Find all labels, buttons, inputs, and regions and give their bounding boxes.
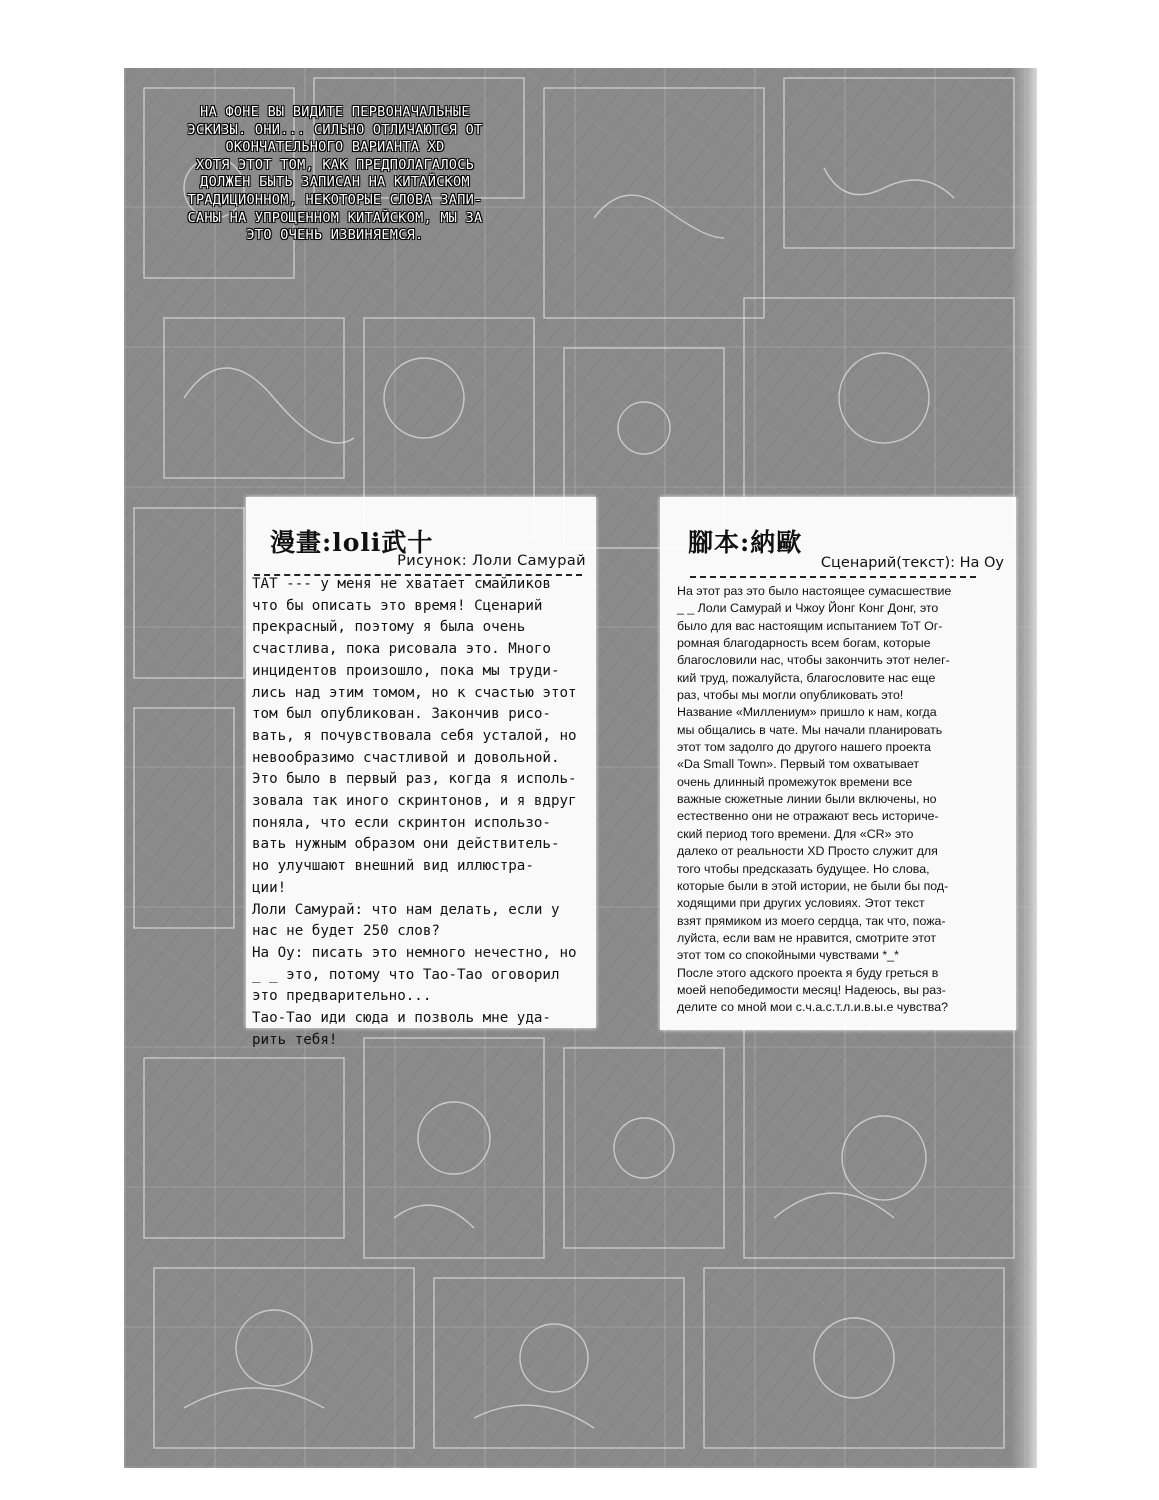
art-credit-label: Рисунок: Лоли Самурай (397, 553, 586, 569)
text-line: рить тебя! (252, 1031, 338, 1048)
text-line: Лоли Самурай: что нам делать, если у (252, 901, 560, 918)
intro-line: ОКОНЧАТЕЛЬНОГО ВАРИАНТА XD (225, 139, 445, 156)
text-line: делите со мной мои с.ч.а.с.т.л.и.в.ы.е чувства? (677, 1000, 948, 1015)
text-line: это предварительно... (252, 988, 432, 1005)
text-line: После этого адского проекта я буду греться в (677, 965, 939, 980)
text-line: TAT --- у меня не хватает смайликов (252, 576, 551, 592)
text-line: На Оу: писать это немного нечестно, но (252, 944, 577, 961)
text-line: поняла, что если скринтон использо- (252, 814, 551, 831)
text-line: Название «Миллениум» пришло к нам, когда (677, 705, 937, 720)
intro-line: ЭТО ОЧЕНЬ ИЗВИНЯЕМСЯ. (246, 227, 424, 244)
intro-line: ТРАДИЦИОННОМ, НЕКОТОРЫЕ СЛОВА ЗАПИ- (187, 191, 483, 208)
text-line: раз, чтобы мы могли опубликовать это! (677, 688, 904, 703)
intro-note (140, 104, 530, 245)
text-line: взят прямиком из моего сердца, так что, пожа- (677, 913, 946, 928)
text-line: этот том задолго до другого нашего проекта (677, 740, 931, 755)
text-line: далеко от реальности XD Просто служит для (677, 844, 938, 859)
text-line: ции! (252, 879, 287, 896)
script-credit-label: Сценарий(текст): На Оу (820, 555, 1004, 571)
text-line: луйста, если вам не нравится, смотрите этот (677, 930, 937, 945)
text-line: благословили нас, чтобы закончить этот нелег- (677, 653, 950, 668)
text-line: том был опубликован. Закончив рисо- (252, 706, 551, 723)
intro-line: ХОТЯ ЭТОТ ТОМ, КАК ПРЕДПОЛАГАЛОСЬ (195, 156, 475, 173)
text-line: ский период того времени. Для «CR» это (677, 826, 914, 841)
art-box-title: 漫畫:loli武十 (270, 528, 434, 557)
text-line: важные сюжетные линии были включены, но (677, 792, 937, 807)
text-line: было для вас настоящим испытанием ToT Ог- (677, 618, 943, 633)
script-box-title: 腳本:納歐 (688, 528, 803, 557)
text-line: прекрасный, поэтому я была очень (252, 619, 526, 636)
text-line: Тао-Тао иди сюда и позволь мне уда- (252, 1010, 551, 1027)
text-line: мы общались в чате. Мы начали планировать (677, 722, 943, 737)
script-credit-box (660, 497, 1016, 1030)
text-line: «Da Small Town». Первый том охватывает (677, 757, 920, 772)
text-line: зовала так иного скринтонов, и я вдруг (252, 793, 577, 810)
intro-line: САНЫ НА УПРОЩЕННОМ КИТАЙСКОМ, МЫ ЗА (187, 209, 483, 226)
text-line: этот том со спокойными чувствами *_* (677, 948, 899, 963)
text-line: счастлива, пока рисовала это. Много (252, 641, 551, 658)
text-line: ромная благодарность всем богам, которые (677, 636, 931, 651)
text-line: _ _ Лоли Самурай и Чжоу Йонг Конг Донг, это (677, 601, 939, 616)
text-line: моей непобедимости месяц! Надеюсь, вы раз- (677, 982, 946, 997)
text-line: ходящими при других условиях. Этот текст (677, 896, 925, 911)
text-line: _ _ это, потому что Тао-Тао оговорил (252, 966, 560, 983)
text-line: кий труд, пожалуйста, благословите нас еще (677, 670, 936, 685)
art-box-text (252, 574, 577, 1051)
text-line: но улучшают внешний вид иллюстра- (252, 858, 534, 875)
intro-line: НА ФОНЕ ВЫ ВИДИТЕ ПЕРВОНАЧАЛЬНЫЕ (200, 104, 470, 120)
text-line: вать, я почувствовала себя усталой, но (252, 727, 577, 744)
text-line: вать нужным образом они действитель- (252, 836, 560, 853)
text-line: очень длинный промежуток времени все (677, 774, 913, 789)
text-line: невообразимо счастливой и довольной. (252, 749, 560, 766)
text-line: которые были в этой истории, не были бы под- (677, 878, 949, 893)
text-line: На этот раз это было настоящее сумасшествие (677, 584, 952, 598)
script-box-text (677, 583, 951, 1017)
text-line: что бы описать это время! Сценарий (252, 597, 543, 614)
intro-line: ДОЛЖЕН БЫТЬ ЗАПИСАН НА КИТАЙСКОМ (200, 174, 470, 191)
text-line: инцидентов произошло, пока мы труди- (252, 662, 560, 679)
text-line: нас не будет 250 слов? (252, 923, 440, 940)
art-credit-box (246, 497, 596, 1048)
text-line: Это было в первый раз, когда я исполь- (252, 771, 577, 788)
text-line: лись над этим томом, но к счастью этот (252, 684, 577, 701)
dashed-divider (690, 576, 976, 578)
text-line: того чтобы предсказать будущее. Но слова, (677, 861, 930, 876)
intro-line: ЭСКИЗЫ. ОНИ... СИЛЬНО ОТЛИЧАЮТСЯ ОТ (187, 121, 483, 138)
text-line: естественно они не отражают весь историче- (677, 809, 939, 824)
